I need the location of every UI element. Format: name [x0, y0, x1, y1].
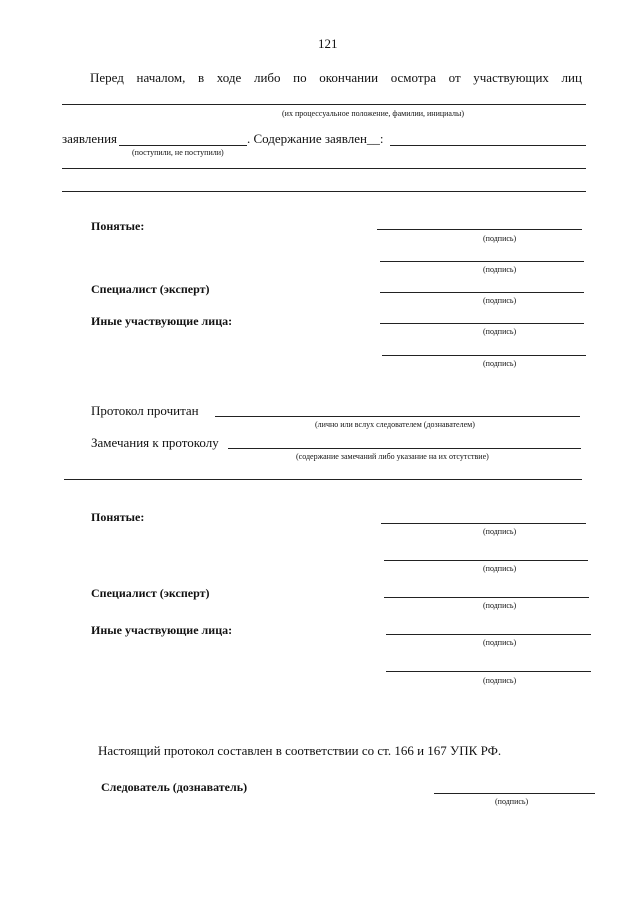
participants-caption: (их процессуальное положение, фамилии, инициалы): [282, 109, 465, 118]
signature-caption: (подпись): [483, 676, 517, 685]
intro-word: лиц: [561, 70, 582, 85]
signature-caption: (подпись): [483, 296, 517, 305]
statements-content-label: . Содержание заявлен__:: [247, 131, 384, 146]
intro-word: началом,: [136, 70, 186, 85]
statements-received-fill-line[interactable]: [119, 145, 247, 146]
protocol-read-caption: (лично или вслух следователем (дознавателем): [315, 420, 475, 429]
remarks-label: Замечания к протоколу: [91, 435, 219, 450]
page-number: 121: [318, 36, 338, 51]
investigator-signature-line[interactable]: [434, 793, 595, 794]
intro-word: ходе: [216, 70, 242, 85]
signature-caption: (подпись): [483, 265, 517, 274]
witnesses-label: Понятые:: [91, 219, 145, 233]
signature-caption: (подпись): [483, 359, 517, 368]
witness-2-signature-line[interactable]: [380, 261, 584, 262]
other-participant-1-signature-line[interactable]: [380, 323, 584, 324]
other-participant-2-signature-line-2[interactable]: [386, 671, 591, 672]
statements-content-fill-line[interactable]: [390, 145, 586, 146]
participants-fill-line[interactable]: [62, 104, 586, 105]
signature-caption: (подпись): [483, 564, 517, 573]
intro-word: от: [448, 70, 461, 85]
other-participant-2-signature-line[interactable]: [382, 355, 586, 356]
conclusion-text: Настоящий протокол составлен в соответствии со ст. 166 и 167 УПК РФ.: [98, 743, 502, 758]
intro-word: участвующих: [473, 70, 549, 85]
signature-caption: (подпись): [483, 234, 517, 243]
witnesses-label-2: Понятые:: [91, 510, 145, 524]
remarks-caption: (содержание замечаний либо указание на их отсутствие): [296, 452, 489, 461]
statements-content-line-2[interactable]: [62, 168, 586, 169]
other-participants-label: Иные участвующие лица:: [91, 314, 233, 328]
protocol-read-fill-line[interactable]: [215, 416, 580, 417]
intro-word: осмотра: [390, 70, 436, 85]
statements-content-line-3[interactable]: [62, 191, 586, 192]
other-participant-1-signature-line-2[interactable]: [386, 634, 591, 635]
investigator-label: Следователь (дознаватель): [101, 780, 248, 794]
specialist-label-2: Специалист (эксперт): [91, 586, 210, 600]
witness-2-signature-line-2[interactable]: [384, 560, 588, 561]
signature-caption: (подпись): [483, 327, 517, 336]
signature-caption: (подпись): [483, 601, 517, 610]
intro-word: окончании: [319, 70, 379, 85]
protocol-read-label: Протокол прочитан: [91, 403, 199, 418]
remarks-fill-line[interactable]: [228, 448, 581, 449]
signature-caption: (подпись): [495, 797, 529, 806]
remarks-fill-line-2[interactable]: [64, 479, 582, 480]
witness-1-signature-line-2[interactable]: [381, 523, 586, 524]
specialist-signature-line-2[interactable]: [384, 597, 589, 598]
statements-caption: (поступили, не поступили): [132, 148, 224, 157]
other-participants-label-2: Иные участвующие лица:: [91, 623, 233, 637]
intro-word: по: [293, 70, 307, 85]
intro-word: Перед: [90, 70, 124, 85]
intro-line: [90, 70, 582, 86]
intro-word: либо: [253, 70, 281, 85]
specialist-label: Специалист (эксперт): [91, 282, 210, 296]
statements-label: заявления: [62, 131, 118, 146]
witness-1-signature-line[interactable]: [377, 229, 582, 230]
intro-word: в: [198, 70, 205, 85]
specialist-signature-line[interactable]: [380, 292, 584, 293]
signature-caption: (подпись): [483, 527, 517, 536]
signature-caption: (подпись): [483, 638, 517, 647]
